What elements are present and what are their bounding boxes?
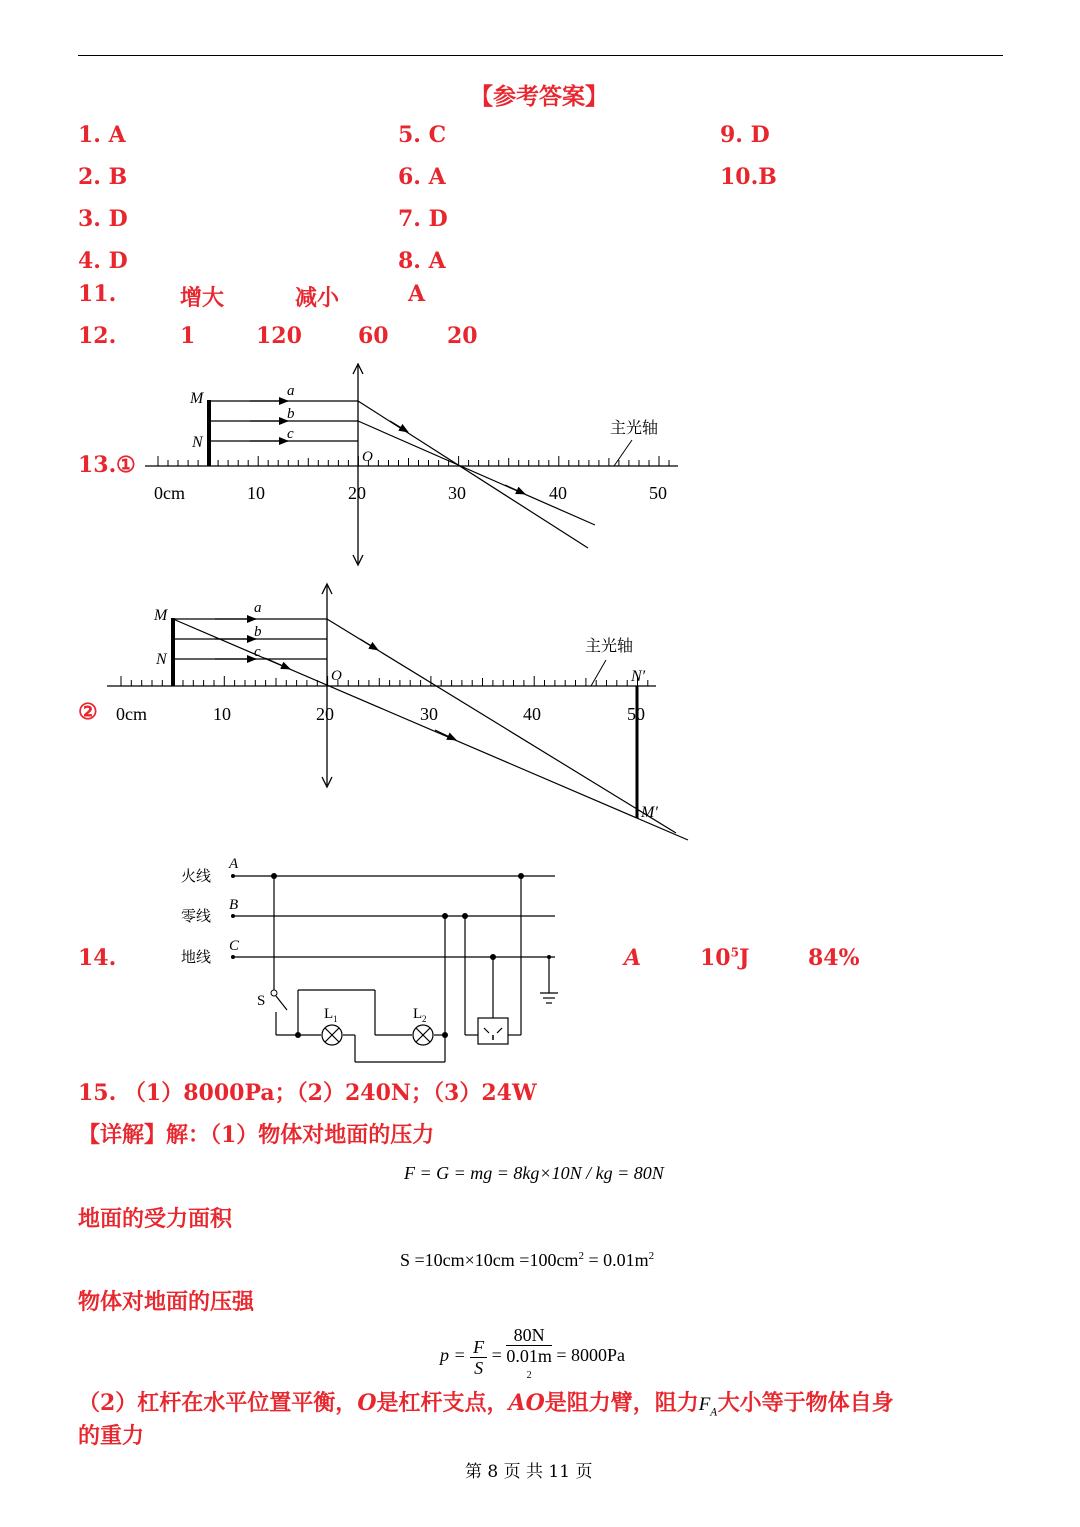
answer-q7: 7. D xyxy=(398,206,448,232)
answer-q4: 4. D xyxy=(78,248,128,274)
page-footer: 第 8 页 共 11 页 xyxy=(465,1462,593,1482)
fig1-label-O: O xyxy=(362,449,373,465)
fig2-label-c: c xyxy=(254,644,261,660)
answer-q10: 10.B xyxy=(720,164,777,190)
switch-label: S xyxy=(257,993,266,1009)
q11-answer-3: A xyxy=(408,281,426,307)
wire-zero-label: 零线 xyxy=(181,909,212,925)
fig1-label-a: a xyxy=(287,383,295,399)
formula-force: F = G = mg = 8kg×10N / kg = 80N xyxy=(404,1163,664,1183)
fig2-label-Mprime: M′ xyxy=(641,804,658,821)
formula-area: $S =10cm\times 10cm =100cm^2 = 0.01m^2$ xyxy=(400,1250,655,1270)
fig2-axis-label: 主光轴 xyxy=(585,638,634,655)
wire-ground-label: 地线 xyxy=(181,950,212,966)
fig1-tick-40: 40 xyxy=(549,483,567,503)
bulb1-subscript: 1 xyxy=(333,1014,338,1024)
q12-answer-2: 120 xyxy=(256,323,302,349)
ruler-ticks-1 xyxy=(158,456,669,466)
q11-answer-1: 增大 xyxy=(180,285,225,311)
fig2-tick-10: 10 xyxy=(213,704,231,724)
fig2-tick-0: 0cm xyxy=(116,704,147,724)
q11-number: 11. xyxy=(78,281,117,307)
fig2-label-Nprime: N′ xyxy=(631,668,646,685)
q15-detail-head: 【详解】解：（1）物体对地面的压力 xyxy=(78,1122,435,1148)
q12-answer-3: 60 xyxy=(358,323,389,349)
fig1-tick-10: 10 xyxy=(247,483,265,503)
circuit-diagram xyxy=(231,873,558,1062)
wire-B-label: B xyxy=(229,897,239,913)
ruler-ticks-2 xyxy=(121,676,648,686)
q15-summary: 15. （1）8000Pa；（2）240N；（3）24W xyxy=(78,1080,537,1106)
q14-number: 14. xyxy=(78,945,117,971)
fig1-label-M: M xyxy=(190,390,204,407)
bulb2-label: L xyxy=(413,1006,423,1022)
q14-answer-2: $10^5J$ xyxy=(700,945,750,971)
answer-q2: 2. B xyxy=(78,164,128,190)
answer-q9: 9. D xyxy=(720,122,770,148)
fig2-tick-30: 30 xyxy=(420,704,438,724)
area-label: 地面的受力面积 xyxy=(78,1206,233,1232)
answer-q6: 6. A xyxy=(398,164,446,190)
fig2-label-N: N xyxy=(156,651,167,668)
q13-part2-marker: ② xyxy=(78,699,98,725)
formula-pressure: p = $\frac{F}{S}$ = 80N 0.01m $^2$ = 8000Pa xyxy=(440,1325,625,1381)
fig2-label-M: M xyxy=(154,607,168,624)
answer-q1: 1. A xyxy=(78,122,126,148)
q12-answer-1: 1 xyxy=(180,323,196,349)
fig1-label-b: b xyxy=(287,406,295,422)
answer-q8: 8. A xyxy=(398,248,446,274)
fig1-tick-50: 50 xyxy=(649,483,667,503)
q12-answer-4: 20 xyxy=(447,323,478,349)
answer-q3: 3. D xyxy=(78,206,128,232)
fig2-tick-40: 40 xyxy=(523,704,541,724)
wire-fire-label: 火线 xyxy=(181,869,212,885)
q14-answer-1: A xyxy=(624,945,642,971)
fig2-label-b: b xyxy=(254,624,262,640)
pressure-label: 物体对地面的压强 xyxy=(78,1289,255,1315)
fig2-tick-50: 50 xyxy=(627,704,645,724)
bulb1-label: L xyxy=(324,1006,334,1022)
wire-A-label: A xyxy=(229,856,239,872)
fig1-label-c: c xyxy=(287,426,294,442)
q13-number: 13. xyxy=(78,452,117,478)
wire-C-label: C xyxy=(229,938,240,954)
q13-part1-marker: ① xyxy=(116,452,136,478)
bulb2-subscript: 2 xyxy=(422,1014,427,1024)
q15-part2-line2: 的重力 xyxy=(78,1423,145,1449)
fig2-label-O: O xyxy=(331,668,342,684)
q14-answer-3: 84% xyxy=(808,945,860,971)
q15-part2-line1: （2）杠杆在水平位置平衡，O是杠杆支点，AO是阻力臂，阻力$F_A$大小等于物体自身 xyxy=(78,1390,894,1419)
q11-answer-2: 减小 xyxy=(295,285,340,311)
q12-number: 12. xyxy=(78,323,117,349)
fig1-axis-label: 主光轴 xyxy=(610,420,659,437)
fig1-tick-0: 0cm xyxy=(154,483,185,503)
answer-title: 【参考答案】 xyxy=(470,83,608,110)
fig1-tick-30: 30 xyxy=(448,483,466,503)
fig2-tick-20: 20 xyxy=(316,704,334,724)
fig1-label-N: N xyxy=(192,434,203,451)
fig1-tick-20: 20 xyxy=(348,483,366,503)
answer-q5: 5. C xyxy=(398,122,447,148)
fig2-label-a: a xyxy=(254,600,262,616)
